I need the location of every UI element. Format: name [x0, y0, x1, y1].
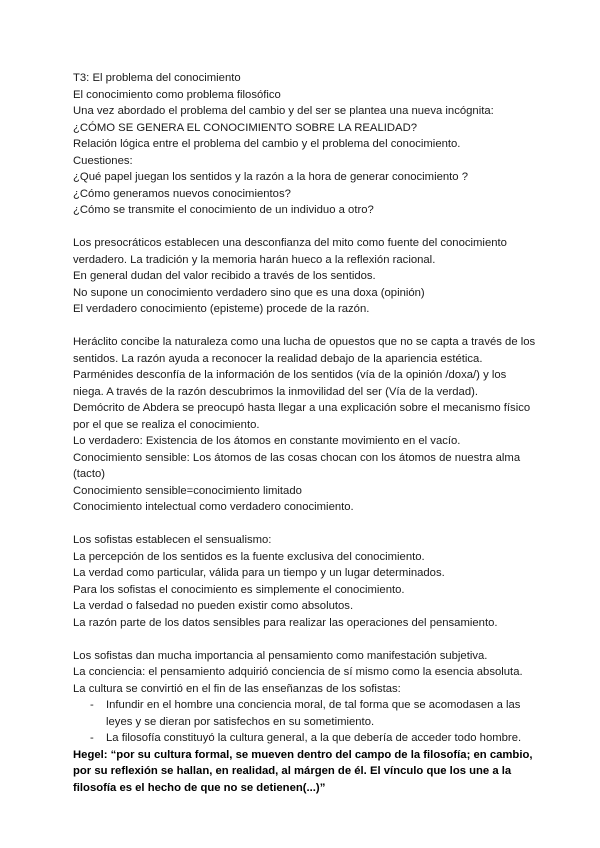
text-line: Parménides desconfía de la información de los sentidos (vía de la opinión /doxa/) y los	[73, 369, 507, 381]
text-line: Conocimiento sensible: Los átomos de las cosas chocan con los átomos de nuestra alma	[73, 451, 521, 464]
document-subtitle: El conocimiento como problema filosófico	[73, 88, 281, 101]
questions-heading: Cuestiones:	[73, 154, 133, 167]
text-line: verdadero. La tradición y la memoria harán hueco a la reflexión racional.	[73, 253, 436, 266]
text-line: Los sofistas establecen el sensualismo:	[73, 534, 272, 546]
text-line: No supone un conocimiento verdadero sino que es una doxa (opinión)	[73, 286, 425, 299]
list-item-text: Infundir en el hombre una conciencia moral, de tal forma que se acomodasen a las leyes y se dieran por satisfechos en su sometimiento.	[106, 699, 521, 728]
text-line: Lo verdadero: Existencia de los átomos en constante movimiento en el vacío.	[73, 435, 461, 447]
bullet-list	[73, 697, 533, 747]
bullet-dash: -	[90, 732, 94, 744]
text-line: Los sofistas dan mucha importancia al pensamiento como manifestación subjetiva.	[73, 649, 488, 662]
text-line: La cultura se convirtió en el fin de las enseñanzas de los sofistas:	[73, 682, 401, 695]
text-line: El verdadero conocimiento (episteme) procede de la razón.	[73, 303, 370, 315]
bullet-dash: -	[90, 699, 94, 711]
text-line: Para los sofistas el conocimiento es simplemente el conocimiento.	[73, 583, 405, 596]
text-line: Conocimiento intelectual como verdadero conocimiento.	[73, 501, 354, 513]
list-item	[73, 697, 533, 730]
text-line: La conciencia: el pensamiento adquirió conciencia de sí mismo como la esencia absoluta.	[73, 666, 523, 678]
main-question: ¿CÓMO SE GENERA EL CONOCIMIENTO SOBRE LA REALIDAD?	[73, 121, 418, 134]
text-line: La verdad o falsedad no pueden existir como absolutos.	[73, 600, 354, 612]
text-line: Relación lógica entre el problema del cambio y el problema del conocimiento.	[73, 138, 461, 150]
question-line: ¿Cómo se transmite el conocimiento de un individuo a otro?	[73, 204, 374, 216]
list-item-text: La filosofía constituyó la cultura general, a la que debería de acceder todo hombre.	[106, 732, 522, 744]
text-line: Demócrito de Abdera se preocupó hasta llegar a una explicación sobre el mecanismo físico	[73, 402, 531, 414]
text-line: (tacto)	[73, 468, 106, 480]
question-line: ¿Cómo generamos nuevos conocimientos?	[73, 187, 291, 200]
sophists-culture-section	[73, 648, 533, 797]
text-line: La verdad como particular, válida para un tiempo y un lugar determinados.	[73, 567, 445, 579]
text-line: Conocimiento sensible=conocimiento limitado	[73, 484, 302, 497]
text-line: En general dudan del valor recibido a través de los sentidos.	[73, 270, 376, 282]
list-item	[73, 730, 533, 747]
presocratics-section	[73, 235, 533, 318]
philosophers-section	[73, 334, 536, 516]
document-page	[73, 70, 536, 796]
text-line: Una vez abordado el problema del cambio y del ser se plantea una nueva incógnita:	[73, 105, 494, 117]
text-line: Los presocráticos establecen una desconfianza del mito como fuente del conocimiento	[73, 237, 507, 249]
question-line: ¿Qué papel juegan los sentidos y la razón a la hora de generar conocimiento ?	[73, 171, 469, 183]
sophists-sensualism-section	[73, 532, 533, 631]
text-line: niega. A través de la razón descubrimos la inmovilidad del ser (Vía de la verdad).	[73, 385, 479, 398]
text-line: La percepción de los sentidos es la fuente exclusiva del conocimiento.	[73, 550, 425, 563]
document-title: T3: El problema del conocimiento	[73, 72, 241, 84]
text-line: sentidos. La razón ayuda a reconocer la realidad debajo de la apariencia estética.	[73, 352, 483, 365]
text-line: por el que se realiza el conocimiento.	[73, 418, 260, 431]
intro-section	[73, 70, 533, 219]
text-line: Heráclito concibe la naturaleza como una lucha de opuestos que no se capta a través de los	[73, 336, 536, 348]
hegel-quote: Hegel: “por su cultura formal, se mueven dentro del campo de la filosofía; en cambio, por su reflexión se hallan, en realidad, al márgen de él. El vínculo que los une a la filosofía es el hecho de que no se detienen(...)”	[73, 748, 533, 794]
text-line: La razón parte de los datos sensibles para realizar las operaciones del pensamiento.	[73, 616, 498, 629]
